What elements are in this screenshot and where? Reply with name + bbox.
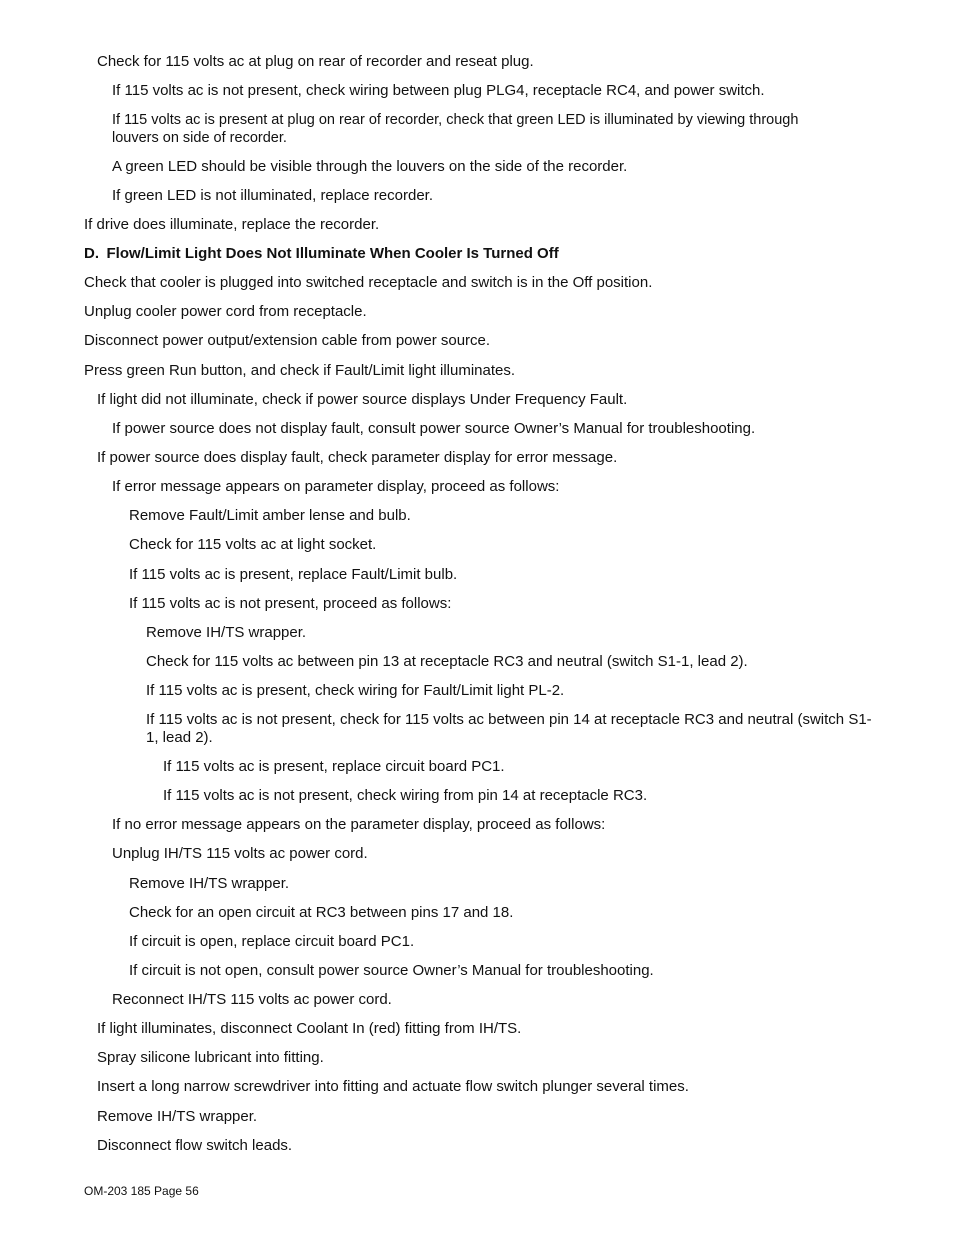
step-line: If 115 volts ac is present, replace Fault/Limit bulb. — [129, 566, 458, 583]
step-line: If 115 volts ac is not present, check wiring between plug PLG4, receptacle RC4, and power switch. — [112, 82, 765, 99]
step-line: Remove IH/TS wrapper. — [97, 1108, 258, 1125]
step-line: Check for 115 volts ac between pin 13 at receptacle RC3 and neutral (switch S1-1, lead 2). — [146, 653, 748, 670]
step-line: Reconnect IH/TS 115 volts ac power cord. — [112, 991, 392, 1008]
step-line: If 115 volts ac is present, check wiring for Fault/Limit light PL-2. — [146, 682, 565, 699]
step-line: If no error message appears on the parameter display, proceed as follows: — [112, 816, 606, 833]
step-line: If power source does display fault, check parameter display for error message. — [97, 449, 618, 466]
step-line: A green LED should be visible through the louvers on the side of the recorder. — [112, 158, 628, 175]
step-line: Unplug cooler power cord from receptacle. — [84, 303, 367, 320]
step-line: Check for an open circuit at RC3 between pins 17 and 18. — [129, 904, 514, 921]
step-line: If green LED is not illuminated, replace recorder. — [112, 187, 433, 204]
step-line: If circuit is open, replace circuit board PC1. — [129, 933, 415, 950]
step-line: If 115 volts ac is not present, check for 115 volts ac between pin 14 at receptacle RC3 and neutral (switch S1-1, lead 2). — [146, 711, 872, 746]
step-line: Check for 115 volts ac at plug on rear of recorder and reseat plug. — [97, 53, 534, 70]
section-heading: D. Flow/Limit Light Does Not Illuminate When Cooler Is Turned Off — [84, 245, 559, 262]
step-line: If error message appears on parameter display, proceed as follows: — [112, 478, 560, 495]
step-line: If light illuminates, disconnect Coolant In (red) fitting from IH/TS. — [97, 1020, 522, 1037]
step-line: Disconnect flow switch leads. — [97, 1137, 293, 1154]
step-line: Remove IH/TS wrapper. — [146, 624, 307, 641]
step-line: Remove Fault/Limit amber lense and bulb. — [129, 507, 411, 524]
step-line: If power source does not display fault, consult power source Owner’s Manual for troubleshooting. — [112, 420, 756, 437]
step-line: Insert a long narrow screwdriver into fitting and actuate flow switch plunger several times. — [97, 1078, 689, 1095]
step-line: Unplug IH/TS 115 volts ac power cord. — [112, 845, 368, 862]
step-line: If drive does illuminate, replace the recorder. — [84, 216, 380, 233]
step-line: Check that cooler is plugged into switched receptacle and switch is in the Off position. — [84, 274, 653, 291]
step-line: If 115 volts ac is present, replace circuit board PC1. — [163, 758, 505, 775]
page-footer: OM-203 185 Page 56 — [84, 1184, 199, 1198]
step-line: If 115 volts ac is present at plug on rear of recorder, check that green LED is illuminated by viewing through louvers on side of recorder. — [112, 112, 799, 146]
step-line: If circuit is not open, consult power source Owner’s Manual for troubleshooting. — [129, 962, 654, 979]
step-line: Check for 115 volts ac at light socket. — [129, 536, 377, 553]
step-line: Remove IH/TS wrapper. — [129, 875, 290, 892]
step-line: Press green Run button, and check if Fault/Limit light illuminates. — [84, 362, 516, 379]
step-line: Disconnect power output/extension cable from power source. — [84, 332, 491, 349]
step-line: If 115 volts ac is not present, proceed as follows: — [129, 595, 452, 612]
step-line: If 115 volts ac is not present, check wiring from pin 14 at receptacle RC3. — [163, 787, 648, 804]
step-line: If light did not illuminate, check if power source displays Under Frequency Fault. — [97, 391, 628, 408]
step-line: Spray silicone lubricant into fitting. — [97, 1049, 324, 1066]
